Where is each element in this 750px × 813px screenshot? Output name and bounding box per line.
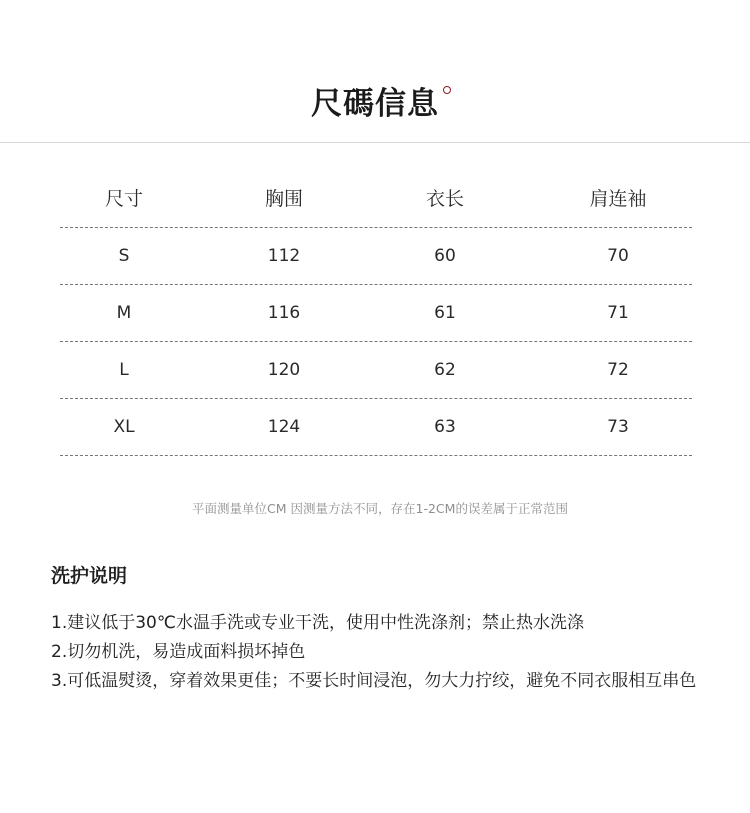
length-cell: 61 <box>434 303 456 323</box>
page-title-text: 尺碼信息 <box>311 86 439 122</box>
chest-cell: 116 <box>267 303 301 323</box>
table-row <box>60 342 692 399</box>
size-table-header-row <box>60 172 692 228</box>
care-instructions-list <box>51 609 701 696</box>
title-divider <box>0 142 750 143</box>
title-area <box>0 78 750 123</box>
list-item: 3.可低温熨烫，穿着效果更佳；不要长时间浸泡，勿大力拧绞，避免不同衣服相互串色 <box>51 671 697 691</box>
size-table <box>60 172 692 456</box>
list-item: 2.切勿机洗，易造成面料损坏掉色 <box>51 642 306 662</box>
length-cell: 62 <box>434 360 456 380</box>
length-cell: 63 <box>434 417 456 437</box>
chest-cell: 124 <box>267 417 301 437</box>
header-cell-size: 尺寸 <box>104 188 143 210</box>
size-cell: L <box>119 360 129 380</box>
size-cell: S <box>118 246 130 266</box>
list-item: 1.建议低于30℃水温手洗或专业干洗，使用中性洗涤剂；禁止热水洗涤 <box>51 613 584 633</box>
table-row <box>60 228 692 285</box>
sleeve-cell: 72 <box>607 360 629 380</box>
table-row <box>60 399 692 456</box>
length-cell: 60 <box>434 246 456 266</box>
table-row <box>60 285 692 342</box>
size-cell: XL <box>113 417 135 437</box>
sleeve-cell: 73 <box>607 417 629 437</box>
sleeve-cell: 71 <box>607 303 629 323</box>
header-cell-length: 衣长 <box>425 188 464 210</box>
title-dot-ornament <box>443 86 451 94</box>
measurement-note: 平面测量单位CM 因测量方法不同，存在1-2CM的误差属于正常范围 <box>192 501 568 516</box>
sleeve-cell: 70 <box>607 246 629 266</box>
care-section-title: 洗护说明 <box>51 565 128 587</box>
header-cell-sleeve: 肩连袖 <box>589 188 647 210</box>
page-title <box>311 78 439 123</box>
header-cell-chest: 胸围 <box>264 188 303 210</box>
chest-cell: 120 <box>267 360 301 380</box>
chest-cell: 112 <box>267 246 301 266</box>
size-cell: M <box>116 303 132 323</box>
